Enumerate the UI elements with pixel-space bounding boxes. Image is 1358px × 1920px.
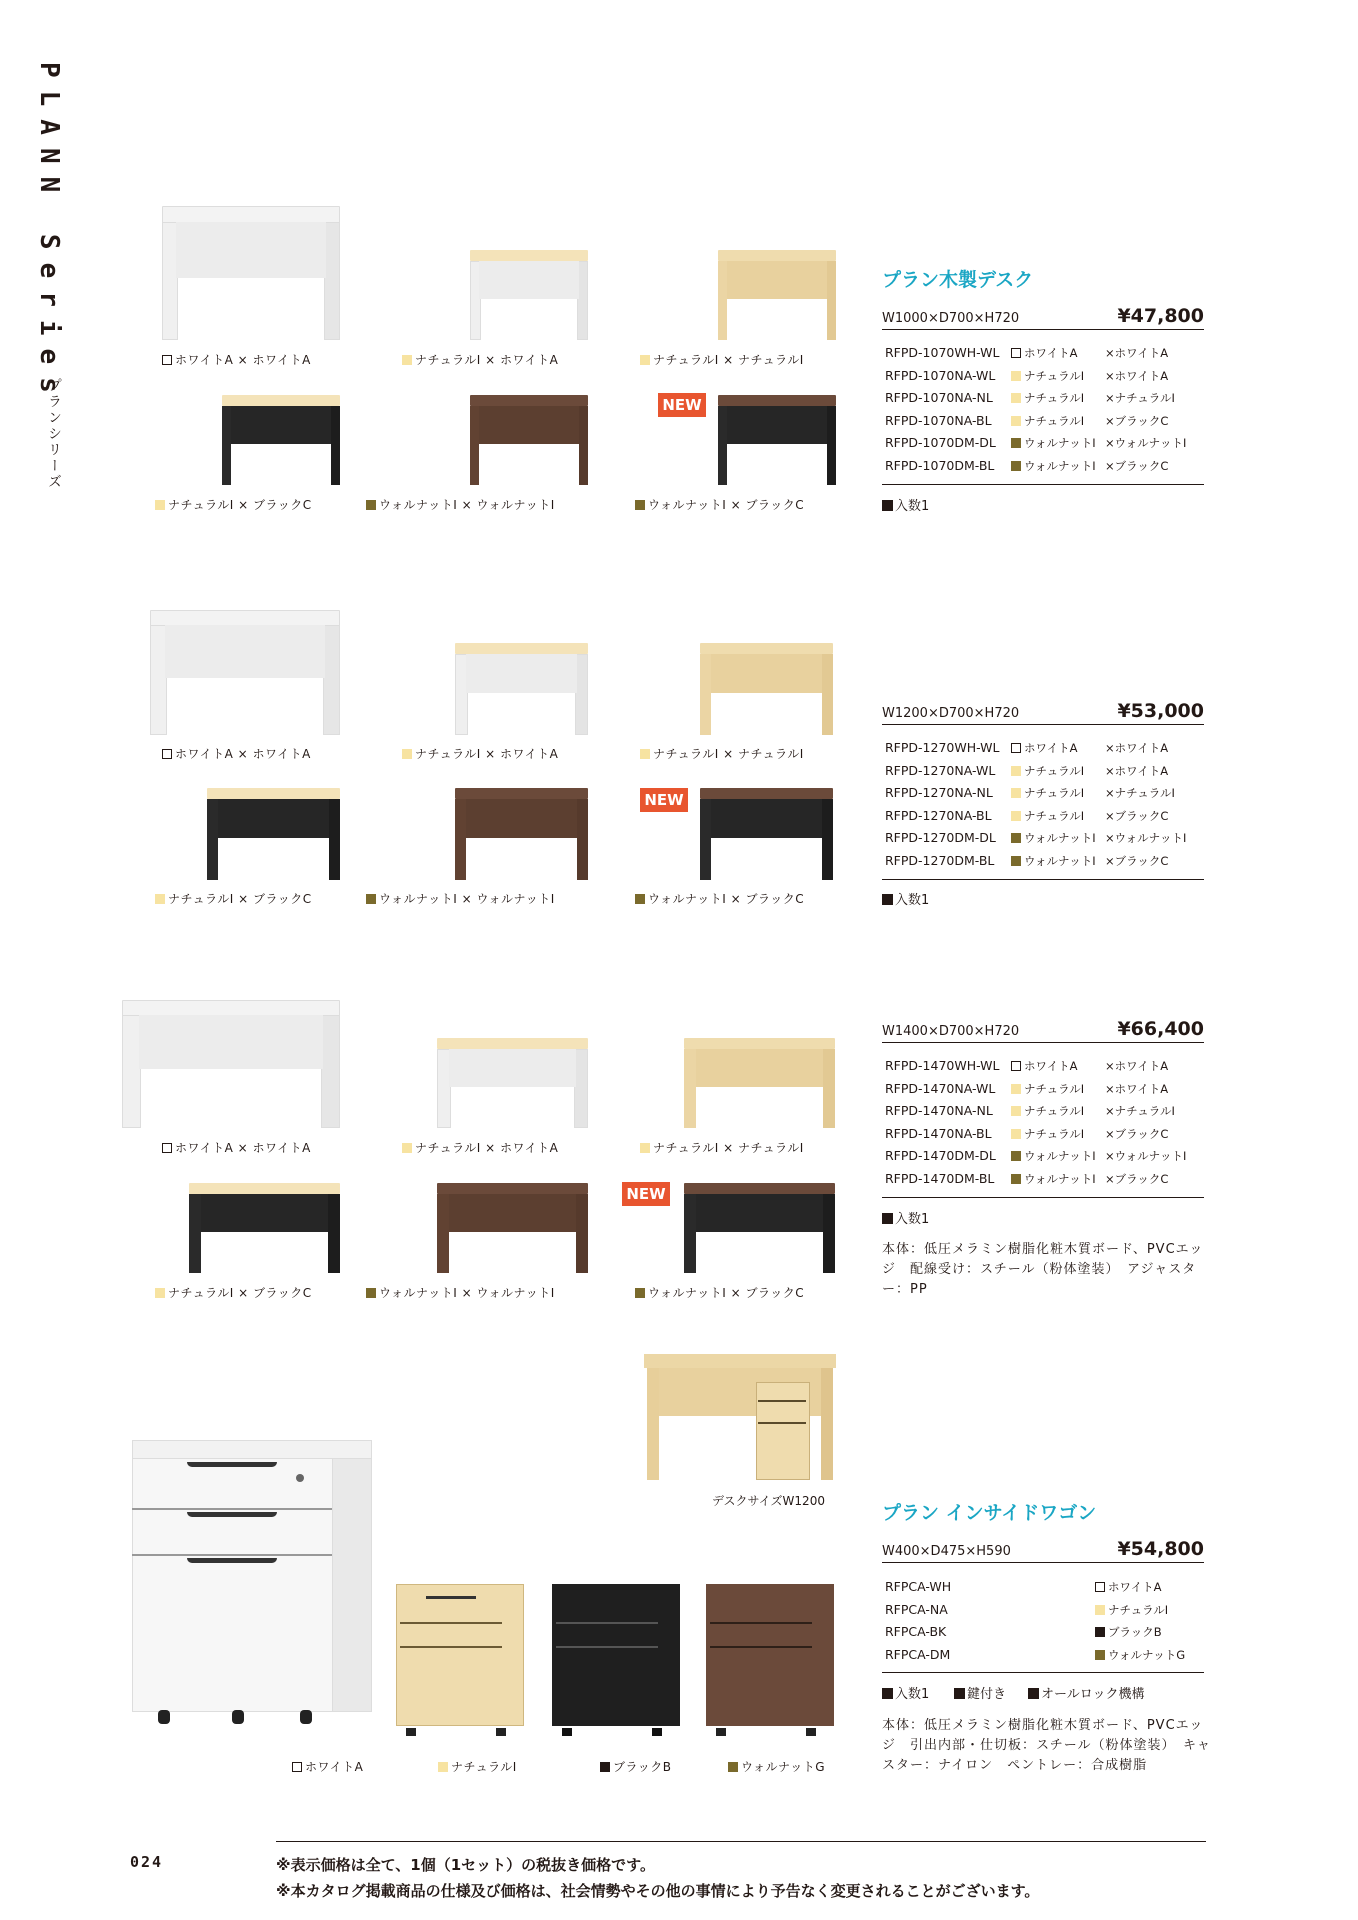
code-table: RFPD-1070WH-WL ホワイトA ×ホワイトA RFPD-1070NA-WL ナチュラルI ×ホワイトA RFPD-1070NA-NL ナチュラルI ×ナチュラルI RFPD-1070NA-BL ナチュラルI ×ブラックC RFPD-1070DM-DL ウォルナットI ×ウォルナットI RFPD-1070DM-BL ウォルナットI ×ブラックC xyxy=(885,345,1187,473)
color-label: ナチュラルI × ホワイトA xyxy=(402,351,558,368)
color-label: ホワイトA xyxy=(292,1758,363,1775)
quantity-note: 入数1 xyxy=(882,1683,929,1702)
product-title-desk: プラン木製デスク xyxy=(882,269,1034,291)
color-label: ホワイトA × ホワイトA xyxy=(162,1139,311,1156)
price: ¥66,400 xyxy=(1117,1018,1204,1040)
page-number: 024 xyxy=(130,1853,164,1871)
desk-image-walnut-black xyxy=(684,1183,835,1273)
color-label: ナチュラルI × ブラックC xyxy=(155,1284,312,1301)
material-spec: 本体：低圧メラミン樹脂化粧木質ボード、PVCエッジ 引出内部・仕切板：スチール（粉体塗装） キャスター：ナイロン ペントレー：合成樹脂 xyxy=(882,1718,1211,1773)
code-table: RFPD-1270WH-WL ホワイトA ×ホワイトA RFPD-1270NA-WL ナチュラルI ×ホワイトA RFPD-1270NA-NL ナチュラルI ×ナチュラルI RFPD-1270NA-BL ナチュラルI ×ブラックC RFPD-1270DM-DL ウォルナットI ×ウォルナットI RFPD-1270DM-BL ウォルナットI ×ブラックC xyxy=(885,740,1187,868)
color-label: ウォルナットI × ウォルナットI xyxy=(366,890,555,907)
wagon-image-walnut xyxy=(706,1584,834,1736)
series-title: PLANN Series xyxy=(34,62,64,406)
new-badge: NEW xyxy=(640,788,688,812)
color-label: ナチュラルI × ホワイトA xyxy=(402,1139,558,1156)
desk-image-natural-black xyxy=(189,1183,340,1273)
product-title-wagon: プラン インサイドワゴン xyxy=(882,1502,1097,1524)
color-label: ウォルナットI × ウォルナットI xyxy=(366,1284,555,1301)
price: ¥54,800 xyxy=(1117,1538,1204,1560)
color-label: ナチュラルI × ナチュラルI xyxy=(640,1139,804,1156)
divider xyxy=(882,484,1204,485)
quantity-note: 入数1 xyxy=(882,495,929,514)
desk-image-walnut-black xyxy=(718,395,836,485)
footer-note-price: ※表示価格は全て、1個（1セット）の税抜き価格です。 xyxy=(276,1856,655,1874)
series-subtitle: プランシリーズ xyxy=(46,378,62,490)
color-label: ナチュラルI xyxy=(438,1758,517,1775)
color-label: ウォルナットI × ブラックC xyxy=(635,1284,804,1301)
color-label: ウォルナットI × ブラックC xyxy=(635,890,804,907)
quantity-note: 入数1 xyxy=(882,889,929,908)
color-label: ウォルナットG xyxy=(728,1758,825,1775)
color-label: ナチュラルI × ナチュラルI xyxy=(640,351,804,368)
code-table: RFPD-1470WH-WL ホワイトA ×ホワイトA RFPD-1470NA-WL ナチュラルI ×ホワイトA RFPD-1470NA-NL ナチュラルI ×ナチュラルI RFPD-1470NA-BL ナチュラルI ×ブラックC RFPD-1470DM-DL ウォルナットI ×ウォルナットI RFPD-1470DM-BL ウォルナットI ×ブラックC xyxy=(885,1058,1187,1186)
price: ¥53,000 xyxy=(1117,700,1204,722)
spec-header: W400×D475×H590 ¥54,800 xyxy=(882,1538,1204,1563)
all-lock-note: オールロック機構 xyxy=(1028,1683,1144,1702)
color-label: ウォルナットI × ウォルナットI xyxy=(366,496,555,513)
desk-size-caption: デスクサイズW1200 xyxy=(712,1494,825,1508)
new-badge: NEW xyxy=(658,393,706,417)
color-label: ホワイトA × ホワイトA xyxy=(162,351,311,368)
desk-image-natural-black xyxy=(222,395,340,485)
desk-image-walnut-walnut xyxy=(455,788,588,880)
desk-image-white-white xyxy=(162,206,340,340)
code-table: RFPCA-WH ホワイトA RFPCA-NA ナチュラルI RFPCA-BK ブラックB RFPCA-DM ウォルナットG xyxy=(885,1579,1186,1662)
desk-image-natural-white xyxy=(470,250,588,340)
spec-header: W1000×D700×H720 ¥47,800 xyxy=(882,305,1204,330)
footer-divider xyxy=(276,1841,1206,1842)
wagon-image-natural xyxy=(396,1584,524,1736)
desk-image-natural-natural xyxy=(684,1038,835,1128)
spec-header: W1400×D700×H720 ¥66,400 xyxy=(882,1018,1204,1043)
desk-image-natural-white xyxy=(455,643,588,735)
desk-image-natural-white xyxy=(437,1038,588,1128)
price: ¥47,800 xyxy=(1117,305,1204,327)
desk-image-natural-black xyxy=(207,788,340,880)
desk-with-wagon-image xyxy=(644,1354,836,1486)
wagon-image-white-large xyxy=(132,1440,370,1730)
color-label: ホワイトA × ホワイトA xyxy=(162,745,311,762)
color-label: ナチュラルI × ホワイトA xyxy=(402,745,558,762)
desk-image-walnut-walnut xyxy=(470,395,588,485)
divider xyxy=(882,879,1204,880)
color-label: ウォルナットI × ブラックC xyxy=(635,496,804,513)
lock-note: 鍵付き xyxy=(954,1683,1006,1702)
color-label: ナチュラルI × ナチュラルI xyxy=(640,745,804,762)
desk-image-white-white xyxy=(122,1000,340,1128)
color-label: ナチュラルI × ブラックC xyxy=(155,890,312,907)
color-label: ブラックB xyxy=(600,1758,672,1775)
spec-header: W1200×D700×H720 ¥53,000 xyxy=(882,700,1204,725)
color-label: ナチュラルI × ブラックC xyxy=(155,496,312,513)
new-badge: NEW xyxy=(622,1182,670,1206)
desk-image-natural-natural xyxy=(718,250,836,340)
quantity-note: 入数1 xyxy=(882,1208,929,1227)
desk-image-walnut-black xyxy=(700,788,833,880)
desk-image-walnut-walnut xyxy=(437,1183,588,1273)
divider xyxy=(882,1672,1204,1673)
wagon-image-black xyxy=(552,1584,680,1736)
material-spec: 本体：低圧メラミン樹脂化粧木質ボード、PVCエッジ 配線受け：スチール（粉体塗装） アジャスター：PP xyxy=(882,1242,1204,1297)
desk-image-white-white xyxy=(150,610,340,735)
footer-note-disclaimer: ※本カタログ掲載商品の仕様及び価格は、社会情勢やその他の事情により予告なく変更されることがございます。 xyxy=(276,1882,1040,1900)
desk-image-natural-natural xyxy=(700,643,833,735)
divider xyxy=(882,1197,1204,1198)
